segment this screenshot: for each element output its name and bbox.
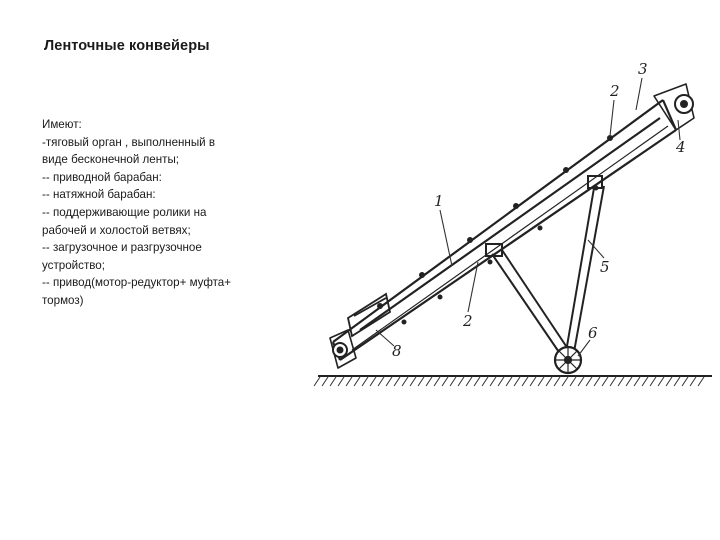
body-line: -- загрузочное и разгрузочное [42,241,202,255]
body-line: -- натяжной барабан: [42,188,156,202]
hatch-mark [386,377,392,386]
slide-title: Ленточные конвейеры [44,38,210,54]
hatch-mark [434,377,440,386]
hatch-mark [538,377,544,386]
hatch-mark [554,377,560,386]
body-line: -- привод(мотор-редуктор+ муфта+ [42,276,232,290]
drive-drum [675,95,693,113]
body-line: -- поддерживающие ролики на [42,205,207,219]
body-line: -- приводной барабан: [42,170,162,184]
hatch-mark [378,377,384,386]
hatch-mark [506,377,512,386]
hatch-mark [466,377,472,386]
callout-label: 6 [588,324,598,342]
hatch-mark [370,377,376,386]
body-line: -тяговый орган , выполненный в [42,135,216,149]
hatch-mark [546,377,552,386]
callout-label: 4 [676,138,686,156]
ground-hatching [314,377,704,386]
hatch-mark [602,377,608,386]
hatch-mark [450,377,456,386]
conveyor-frame [330,84,694,368]
callout-label: 5 [600,258,610,276]
body-line: рабочей и холостой ветвях; [42,223,191,237]
hatch-mark [442,377,448,386]
hatch-mark [418,377,424,386]
callout-label: 2 [463,312,473,330]
callout-label: 2 [610,82,620,100]
hatch-mark [586,377,592,386]
hatch-mark [530,377,536,386]
support-wheel [555,347,581,373]
hatch-mark [690,377,696,386]
hatch-mark [346,377,352,386]
callout-label: 8 [392,342,402,360]
body-line: Имеют: [42,118,82,131]
body-line: тормоз) [42,293,84,307]
hatch-mark [674,377,680,386]
hatch-mark [618,377,624,386]
hatch-mark [522,377,528,386]
hatch-mark [458,377,464,386]
hatch-mark [330,377,336,386]
hatch-mark [498,377,504,386]
hatch-mark [666,377,672,386]
hatch-mark [322,377,328,386]
hatch-mark [682,377,688,386]
callout-label: 3 [638,60,648,78]
hatch-mark [362,377,368,386]
hatch-mark [570,377,576,386]
hatch-mark [314,377,320,386]
tension-drum [333,343,347,357]
body-line: устройство; [42,258,105,272]
hatch-mark [402,377,408,386]
hatch-mark [650,377,656,386]
hatch-mark [698,377,704,386]
hatch-mark [482,377,488,386]
hatch-mark [474,377,480,386]
hatch-mark [594,377,600,386]
callout-label: 1 [434,192,444,210]
hatch-mark [634,377,640,386]
hatch-mark [514,377,520,386]
hatch-mark [562,377,568,386]
hatch-mark [394,377,400,386]
body-text [42,116,287,310]
hatch-mark [354,377,360,386]
body-line: виде бесконечной ленты; [42,153,180,167]
conveyor-diagram [312,60,720,410]
support-struts [486,176,604,358]
hatch-mark [610,377,616,386]
hatch-mark [410,377,416,386]
hatch-mark [658,377,664,386]
hatch-mark [490,377,496,386]
hatch-mark [578,377,584,386]
hatch-mark [642,377,648,386]
hatch-mark [426,377,432,386]
hatch-mark [338,377,344,386]
hatch-mark [626,377,632,386]
